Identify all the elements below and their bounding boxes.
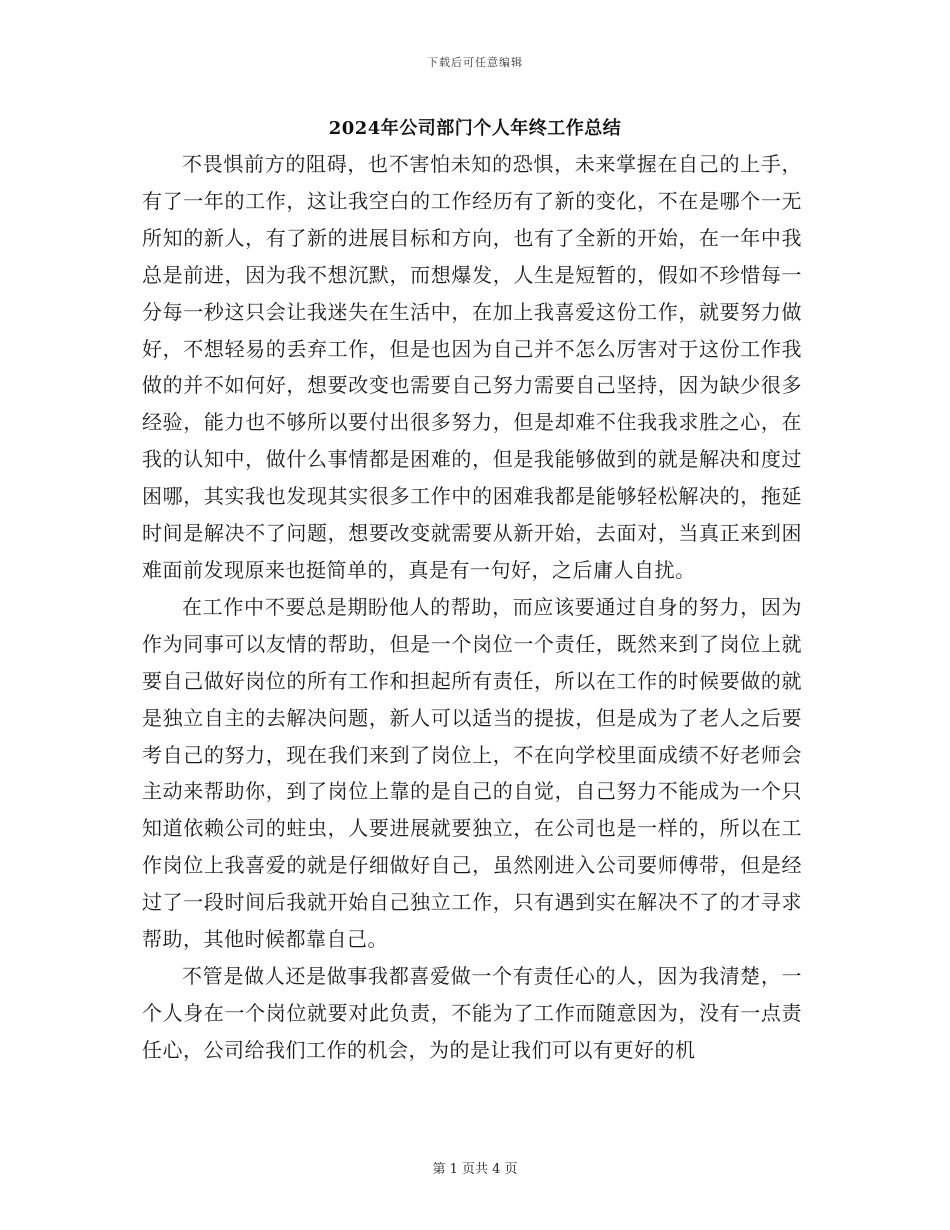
document-body [142, 146, 802, 1069]
document-title: 2024年公司部门个人年终工作总结 [328, 118, 622, 139]
page-number: 第 1 页共 4 页 [432, 1162, 518, 1177]
body-paragraph: 不畏惧前方的阻碍，也不害怕未知的恐惧，未来掌握在自己的上手，有了一年的工作，这让我空白的工作经历有了新的变化，不在是哪个一无所知的新人，有了新的进展目标和方向，也有了全新的开始，在一年中我总是前进，因为我不想沉默，而想爆发，人生是短暂的，假如不珍惜每一分每一秒这只会让我迷失在生活中，在加上我喜爱这份工作，就要努力做好，不想轻易的丢弃工作，但是也因为自己并不怎么厉害对于这份工作我做的并不如何好，想要改变也需要自己努力需要自己坚持，因为缺少很多经验，能力也不够所以要付出很多努力，但是却难不住我我求胜之心，在我的认知中，做什么事情都是困难的，但是我能够做到的就是解决和度过困哪，其实我也发现其实很多工作中的困难我都是能够轻松解决的，拖延时间是解决不了问题，想要改变就需要从新开始，去面对，当真正来到困难面前发现原来也挺简单的，真是有一句好，之后庸人自扰。 [142, 152, 802, 582]
header-note: 下载后可任意编辑 [427, 56, 523, 69]
body-paragraph: 不管是做人还是做事我都喜爱做一个有责任心的人，因为我清楚，一个人身在一个岗位就要对此负责，不能为了工作而随意因为，没有一点责任心，公司给我们工作的机会，为的是让我们可以有更好的机 [142, 963, 802, 1062]
body-paragraph: 在工作中不要总是期盼他人的帮助，而应该要通过自身的努力，因为作为同事可以友情的帮助，但是一个岗位一个责任，既然来到了岗位上就要自己做好岗位的所有工作和担起所有责任，所以在工作的时候要做的就是独立自主的去解决问题，新人可以适当的提拔，但是成为了老人之后要考自己的努力，现在我们来到了岗位上，不在向学校里面成绩不好老师会主动来帮助你，到了岗位上靠的是自己的自觉，自己努力不能成为一个只知道依赖公司的蛀虫，人要进展就要独立，在公司也是一样的，所以在工作岗位上我喜爱的就是仔细做好自己，虽然刚进入公司要师傅带，但是经过了一段时间后我就开始自己独立工作，只有遇到实在解决不了的才寻求帮助，其他时候都靠自己。 [142, 594, 802, 952]
